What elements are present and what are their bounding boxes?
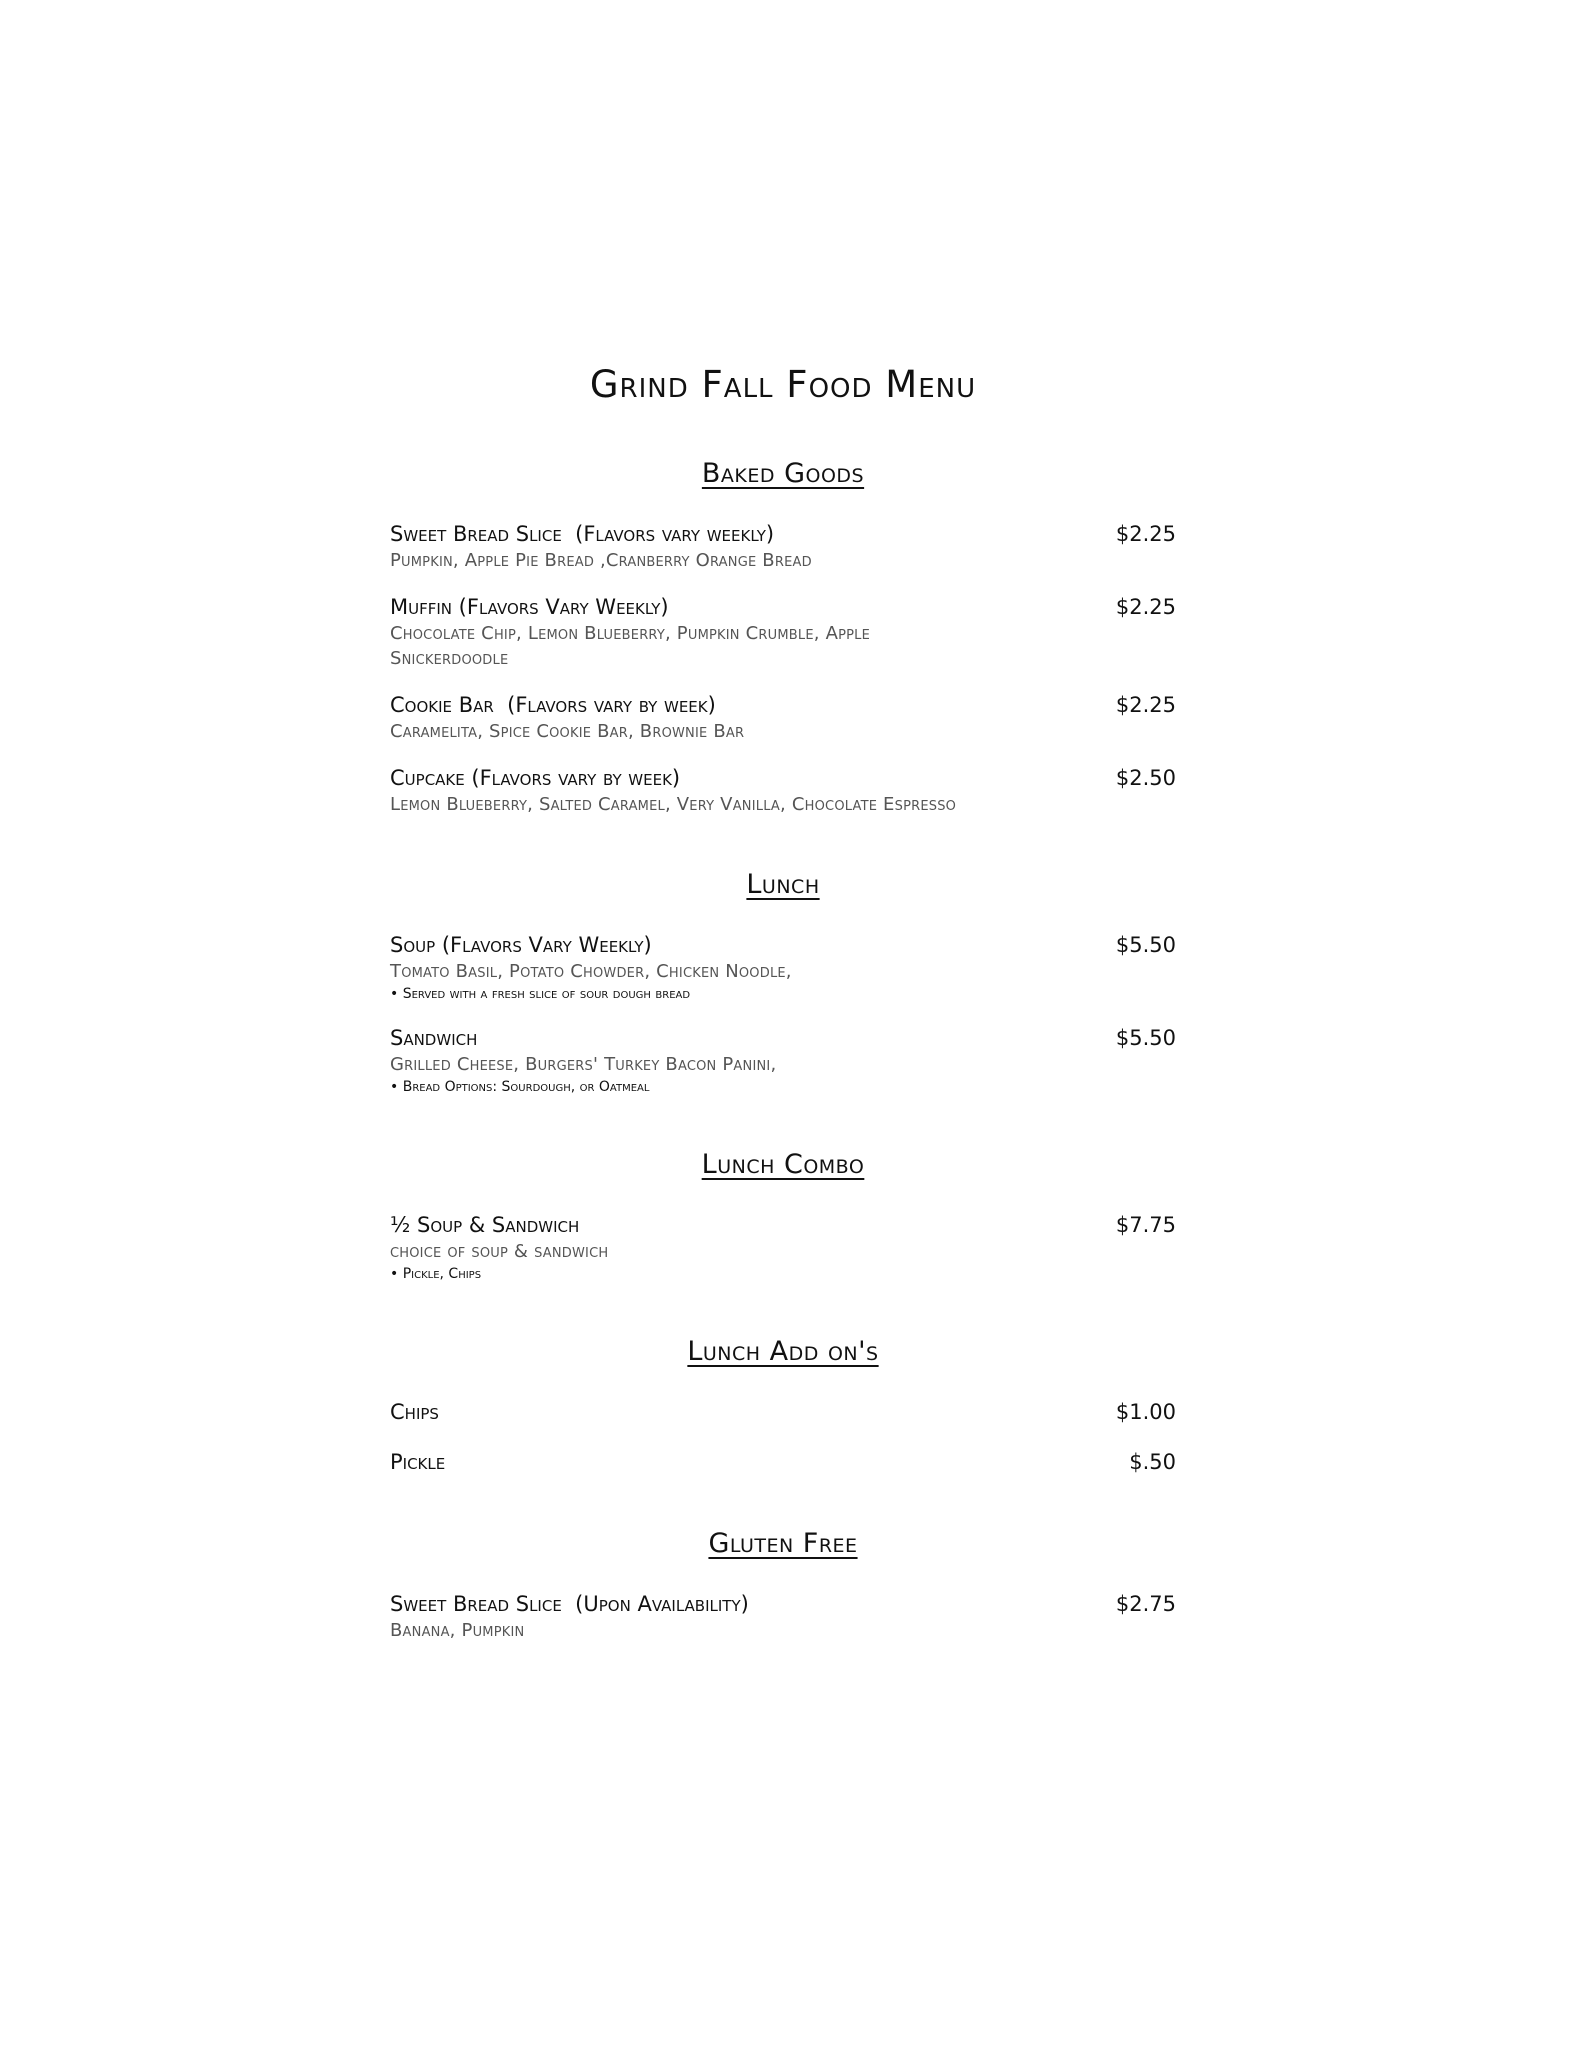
item-description: Pumpkin, Apple Pie Bread ,Cranberry Orange Bread <box>390 550 812 571</box>
menu-item <box>390 764 1176 817</box>
section-lunch-add-ons <box>390 1334 1176 1476</box>
item-name: Chips <box>390 1400 439 1424</box>
item-price: $2.25 <box>1115 693 1176 717</box>
section-heading: Gluten Free <box>708 1528 858 1559</box>
item-description: Banana, Pumpkin <box>390 1620 525 1641</box>
section-heading: Lunch Add on's <box>687 1336 879 1367</box>
item-name: Pickle <box>390 1450 446 1474</box>
menu-item <box>390 1590 1176 1643</box>
item-name: Sandwich <box>390 1026 478 1050</box>
item-description: Tomato Basil, Potato Chowder, Chicken Noodle, <box>390 961 792 982</box>
item-description: choice of soup & sandwich <box>390 1241 609 1262</box>
item-description: Grilled Cheese, Burgers' Turkey Bacon Panini, <box>390 1054 777 1075</box>
item-name: Soup (Flavors Vary Weekly) <box>390 933 652 957</box>
item-price: $5.50 <box>1115 1026 1176 1050</box>
item-note: • Pickle, Chips <box>390 1266 482 1282</box>
menu-item <box>390 593 1176 671</box>
item-note: • Served with a fresh slice of sour dough bread <box>390 986 691 1002</box>
item-name: Cupcake (Flavors vary by week) <box>390 766 681 790</box>
menu-item <box>390 1398 1176 1426</box>
item-name: Cookie Bar (Flavors vary by week) <box>390 693 716 717</box>
item-description: Caramelita, Spice Cookie Bar, Brownie Bar <box>390 721 745 742</box>
menu-item <box>390 691 1176 744</box>
item-price: $5.50 <box>1115 933 1176 957</box>
item-name: Sweet Bread Slice (Flavors vary weekly) <box>390 522 775 546</box>
section-lunch <box>390 867 1176 1097</box>
section-heading: Lunch <box>746 869 820 900</box>
menu-item <box>390 1211 1176 1284</box>
menu-item <box>390 520 1176 573</box>
item-description: Lemon Blueberry, Salted Caramel, Very Vanilla, Chocolate Espresso <box>390 794 957 815</box>
section-lunch-combo <box>390 1147 1176 1284</box>
item-price: $2.75 <box>1115 1592 1176 1616</box>
item-price: $7.75 <box>1115 1213 1176 1237</box>
section-heading: Baked Goods <box>701 458 865 489</box>
item-price: $1.00 <box>1115 1400 1176 1424</box>
item-description: Chocolate Chip, Lemon Blueberry, Pumpkin Crumble, Apple Snickerdoodle <box>390 623 871 669</box>
section-gluten-free <box>390 1526 1176 1643</box>
item-name: ½ Soup & Sandwich <box>390 1213 580 1237</box>
menu-item <box>390 1024 1176 1097</box>
section-heading: Lunch Combo <box>701 1149 865 1180</box>
menu-item <box>390 1448 1176 1476</box>
item-name: Muffin (Flavors Vary Weekly) <box>390 595 669 619</box>
item-note: • Bread Options: Sourdough, or Oatmeal <box>390 1079 650 1095</box>
menu-item <box>390 931 1176 1004</box>
item-price: $2.50 <box>1115 766 1176 790</box>
item-name: Sweet Bread Slice (Upon Availability) <box>390 1592 749 1616</box>
item-price: $.50 <box>1129 1450 1176 1474</box>
item-price: $2.25 <box>1115 522 1176 546</box>
section-baked-goods <box>390 456 1176 817</box>
menu-title: Grind Fall Food Menu <box>589 363 977 406</box>
item-price: $2.25 <box>1115 595 1176 619</box>
menu <box>390 360 1176 1693</box>
